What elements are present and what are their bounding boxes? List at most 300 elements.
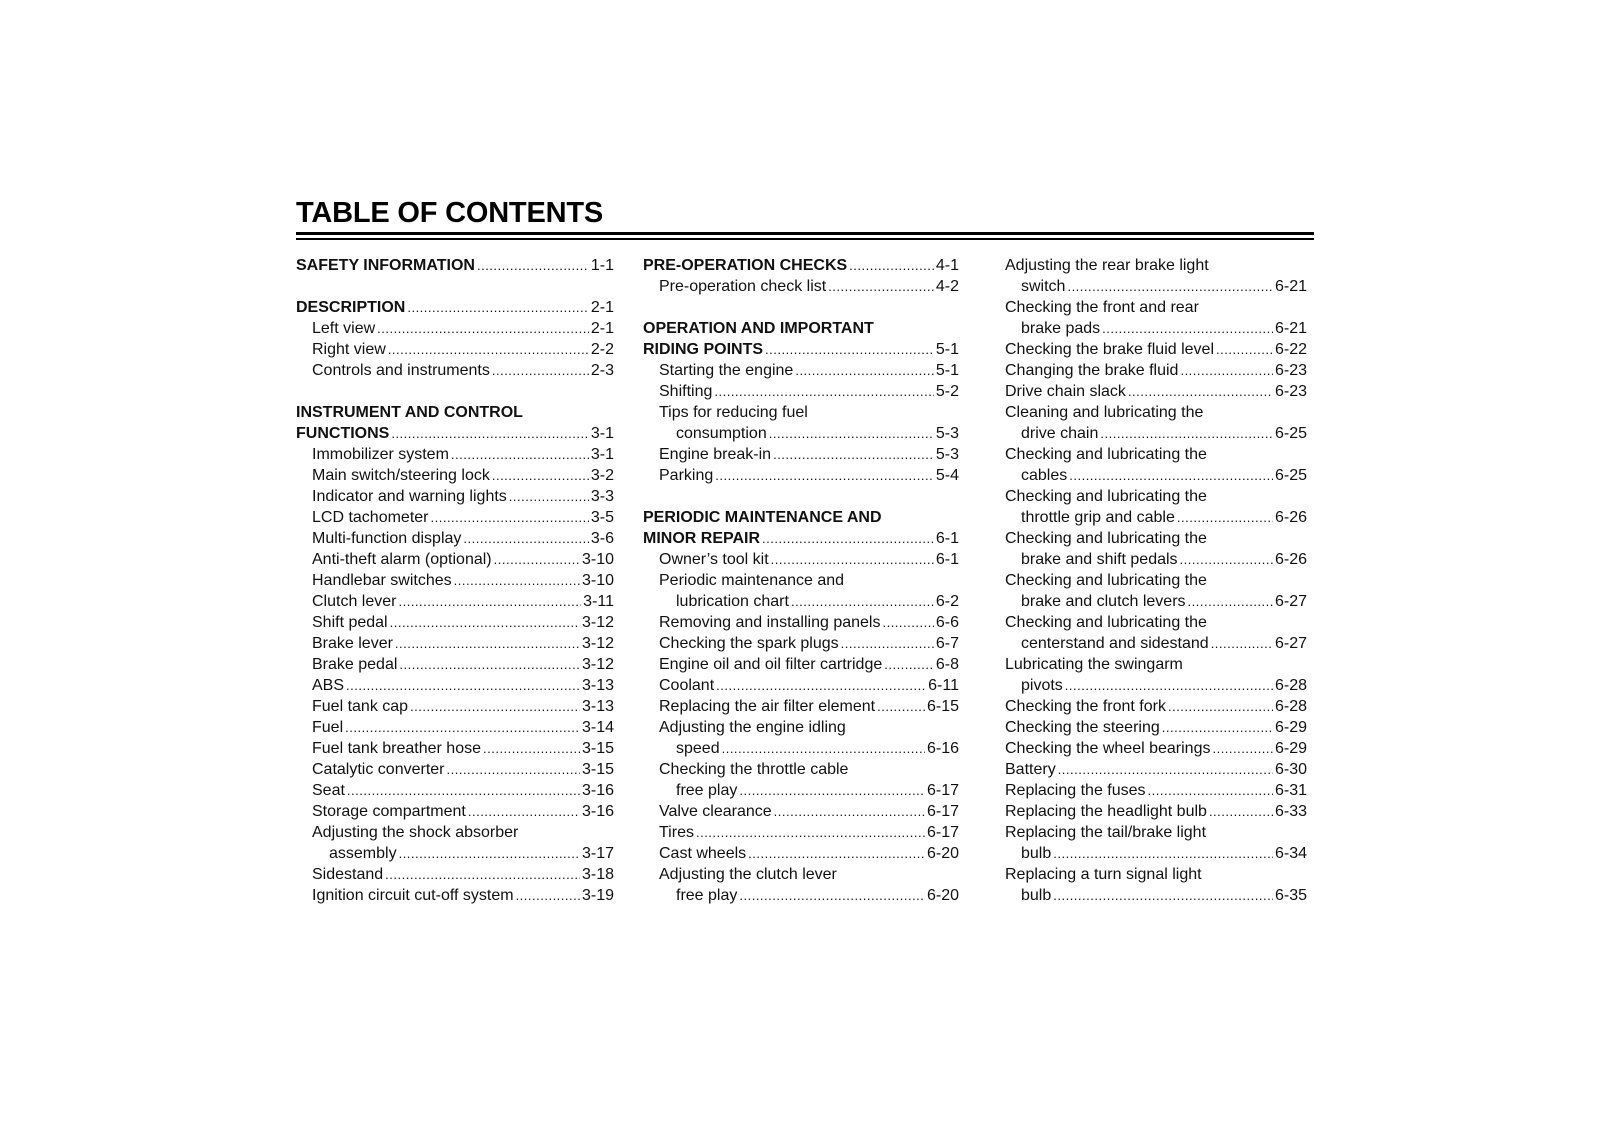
toc-entry-title: Catalytic converter [312,761,445,778]
toc-entry-title: Valve clearance [659,803,772,820]
toc-page-number: 5-4 [935,467,959,484]
toc-leader-dots [399,654,580,675]
toc-page-number: 3-11 [583,593,614,610]
toc-entry [296,696,614,717]
toc-entry-title: Replacing the air filter element [659,698,876,715]
toc-page-number: 6-1 [935,551,959,568]
toc-page-number: 6-25 [1274,467,1307,484]
toc-entry-title: Checking and lubricating the [1005,614,1207,631]
toc-entry [1005,885,1307,906]
toc-entry-title: Checking the spark plugs [659,635,839,652]
toc-entry [296,822,614,843]
toc-entry-title: FUNCTIONS [296,425,390,442]
toc-page-number: 6-31 [1274,782,1307,799]
toc-leader-dots [494,549,580,570]
toc-section-heading [296,423,614,444]
toc-leader-dots [1067,276,1273,297]
toc-entry-title: throttle grip and cable [1021,509,1175,526]
toc-entry-title: LCD tachometer [312,509,429,526]
toc-entry [1005,276,1307,297]
toc-leader-dots [377,318,589,339]
toc-entry [643,591,959,612]
toc-entry [643,843,959,864]
toc-page-number: 6-22 [1274,341,1307,358]
toc-entry [643,570,959,591]
toc-entry-title: OPERATION AND IMPORTANT [643,320,874,337]
toc-leader-dots [492,360,589,381]
toc-section-heading [643,507,959,528]
toc-spacer [643,297,959,318]
toc-spacer [643,486,959,507]
toc-entry [643,801,959,822]
toc-entry [643,738,959,759]
toc-entry-title: Checking and lubricating the [1005,488,1207,505]
toc-spacer [296,276,614,297]
toc-leader-dots [398,591,581,612]
toc-page-number: 6-7 [935,635,959,652]
toc-entry-title: Starting the engine [659,362,794,379]
toc-leader-dots [391,423,589,444]
toc-entry [1005,633,1307,654]
toc-page-number: 2-2 [590,341,614,358]
toc-page-number: 6-6 [935,614,959,631]
toc-entry-title: Cast wheels [659,845,747,862]
toc-entry [1005,654,1307,675]
toc-page-number: 6-20 [926,845,959,862]
toc-entry-title: bulb [1021,887,1052,904]
toc-entry-title: Adjusting the clutch lever [659,866,837,883]
toc-page-number: 6-11 [928,677,959,694]
toc-leader-dots [748,843,925,864]
toc-entry-title: Checking the throttle cable [659,761,849,778]
toc-leader-dots [385,864,580,885]
toc-page-number: 5-3 [935,446,959,463]
toc-leader-dots [1053,885,1273,906]
title-rule-thick [296,232,1314,235]
toc-page-number: 5-1 [935,362,959,379]
toc-leader-dots [516,885,580,906]
toc-leader-dots [388,339,589,360]
toc-leader-dots [1211,633,1273,654]
toc-entry [1005,381,1307,402]
toc-entry [643,402,959,423]
toc-entry [643,633,959,654]
toc-page-number: 6-26 [1274,551,1307,568]
toc-entry [296,612,614,633]
toc-entry-title: Engine break-in [659,446,772,463]
toc-page-number: 2-3 [590,362,614,379]
toc-column-2 [643,255,959,906]
toc-entry [643,654,959,675]
toc-page-number: 6-26 [1274,509,1307,526]
toc-entry [1005,423,1307,444]
toc-leader-dots [1102,318,1273,339]
toc-entry-title: free play [676,782,738,799]
toc-leader-dots [774,801,925,822]
toc-leader-dots [795,360,934,381]
toc-entry-title: Battery [1005,761,1056,778]
toc-entry [643,612,959,633]
toc-entry-title: Checking the front and rear [1005,299,1199,316]
toc-page-number: 6-16 [926,740,959,757]
toc-entry-title: Pre-operation check list [659,278,827,295]
toc-leader-dots [468,801,580,822]
toc-page-number: 6-27 [1274,593,1307,610]
toc-page-number: 6-29 [1274,740,1307,757]
toc-entry-title: Brake pedal [312,656,398,673]
toc-entry-title: Owner’s tool kit [659,551,769,568]
toc-page-number: 3-12 [581,635,614,652]
toc-entry [643,717,959,738]
toc-entry-title: Replacing the tail/brake light [1005,824,1207,841]
toc-entry [1005,549,1307,570]
toc-entry-title: Replacing the headlight bulb [1005,803,1207,820]
toc-entry [1005,360,1307,381]
toc-section-heading [643,318,959,339]
toc-page-number: 3-12 [581,614,614,631]
toc-page-number: 3-10 [581,551,614,568]
toc-entry [296,444,614,465]
toc-page-number: 3-16 [581,803,614,820]
toc-entry [1005,570,1307,591]
toc-leader-dots [407,297,589,318]
toc-page-number: 4-2 [935,278,959,295]
toc-entry-title: Indicator and warning lights [312,488,507,505]
toc-entry-title: Checking and lubricating the [1005,572,1207,589]
toc-entry-title: Adjusting the rear brake light [1005,257,1209,274]
toc-page-number: 1-1 [590,257,614,274]
toc-entry [643,885,959,906]
toc-page-number: 3-12 [581,656,614,673]
toc-entry [643,423,959,444]
toc-entry-title: RIDING POINTS [643,341,764,358]
toc-entry [296,318,614,339]
toc-entry [296,738,614,759]
toc-leader-dots [1162,717,1273,738]
toc-section-heading [296,255,614,276]
toc-page-number: 3-1 [590,425,614,442]
toc-page-number: 6-17 [926,824,959,841]
toc-leader-dots [1065,675,1273,696]
toc-leader-dots [841,633,934,654]
toc-entry [296,885,614,906]
toc-entry [1005,339,1307,360]
toc-entry-title: Engine oil and oil filter cartridge [659,656,883,673]
toc-entry [643,549,959,570]
toc-page-number: 6-15 [926,698,959,715]
toc-leader-dots [1180,549,1273,570]
title-rule-thin [296,238,1314,240]
toc-page-number: 6-30 [1274,761,1307,778]
toc-page-number: 6-33 [1274,803,1307,820]
toc-leader-dots [1212,738,1273,759]
toc-entry-title: Seat [312,782,345,799]
toc-leader-dots [1148,780,1273,801]
toc-entry [1005,738,1307,759]
toc-entry-title: bulb [1021,845,1052,862]
toc-page-number: 3-16 [581,782,614,799]
toc-entry-title: free play [676,887,738,904]
toc-entry [296,549,614,570]
toc-leader-dots [769,423,934,444]
toc-entry [1005,822,1307,843]
toc-entry-title: brake pads [1021,320,1101,337]
toc-entry-title: cables [1021,467,1068,484]
toc-page-number: 6-23 [1274,362,1307,379]
toc-entry-title: Checking and lubricating the [1005,446,1207,463]
toc-leader-dots [882,612,933,633]
toc-leader-dots [1058,759,1273,780]
toc-entry [296,759,614,780]
toc-entry [296,780,614,801]
toc-entry-title: Fuel tank cap [312,698,409,715]
toc-entry-title: Shift pedal [312,614,388,631]
toc-leader-dots [762,528,934,549]
toc-entry [1005,675,1307,696]
toc-entry [1005,591,1307,612]
toc-entry-title: pivots [1021,677,1063,694]
toc-entry-title: brake and shift pedals [1021,551,1178,568]
toc-page-number: 6-17 [926,782,959,799]
toc-page-number: 6-27 [1274,635,1307,652]
toc-leader-dots [1100,423,1273,444]
toc-entry-title: Adjusting the shock absorber [312,824,519,841]
toc-entry-title: Drive chain slack [1005,383,1126,400]
toc-page-number: 2-1 [590,320,614,337]
toc-entry-title: SAFETY INFORMATION [296,257,475,274]
toc-entry-title: assembly [329,845,397,862]
toc-entry-title: Checking and lubricating the [1005,530,1207,547]
toc-page-number: 3-5 [590,509,614,526]
toc-page-number: 6-21 [1274,278,1307,295]
toc-entry-title: Sidestand [312,866,384,883]
toc-entry-title: Storage compartment [312,803,466,820]
toc-page-number: 6-21 [1274,320,1307,337]
toc-page-number: 6-1 [935,530,959,547]
toc-entry-title: consumption [676,425,767,442]
toc-entry [296,528,614,549]
toc-entry [1005,864,1307,885]
toc-leader-dots [696,822,925,843]
toc-page-number: 5-1 [935,341,959,358]
toc-page-number: 6-29 [1274,719,1307,736]
toc-leader-dots [1128,381,1273,402]
toc-leader-dots [715,465,934,486]
toc-page-number: 5-3 [935,425,959,442]
toc-entry-title: switch [1021,278,1066,295]
toc-section-heading [643,255,959,276]
toc-entry [296,864,614,885]
toc-entry-title: MINOR REPAIR [643,530,761,547]
toc-entry-title: Ignition circuit cut-off system [312,887,514,904]
toc-leader-dots [390,612,580,633]
toc-entry [1005,486,1307,507]
toc-section-heading [296,402,614,423]
toc-leader-dots [447,759,580,780]
toc-entry-title: Checking the steering [1005,719,1160,736]
toc-section-heading [643,528,959,549]
toc-entry-title: Main switch/steering lock [312,467,490,484]
toc-entry-title: speed [676,740,720,757]
toc-leader-dots [1168,696,1273,717]
toc-entry [643,381,959,402]
toc-entry [643,780,959,801]
toc-leader-dots [454,570,580,591]
toc-leader-dots [1209,801,1273,822]
toc-entry-title: Clutch lever [312,593,397,610]
toc-leader-dots [791,591,934,612]
toc-page-number: 4-1 [935,257,959,274]
toc-leader-dots [1180,360,1273,381]
toc-leader-dots [773,444,934,465]
toc-entry-title: Periodic maintenance and [659,572,845,589]
toc-column-3 [1005,255,1307,906]
toc-entry [1005,843,1307,864]
toc-leader-dots [431,507,589,528]
toc-page-number: 6-28 [1274,677,1307,694]
toc-page-number: 6-35 [1274,887,1307,904]
page-title: TABLE OF CONTENTS [296,197,603,229]
toc-section-heading [296,297,614,318]
toc-entry [1005,612,1307,633]
toc-entry-title: Checking the brake fluid level [1005,341,1215,358]
toc-page-number: 3-13 [581,677,614,694]
toc-entry-title: Shifting [659,383,713,400]
toc-leader-dots [716,675,926,696]
toc-leader-dots [1177,507,1273,528]
toc-page-number: 3-13 [581,698,614,715]
toc-leader-dots [345,717,580,738]
toc-leader-dots [451,444,589,465]
toc-leader-dots [1053,843,1273,864]
toc-entry-title: Replacing the fuses [1005,782,1146,799]
toc-page-number: 6-34 [1274,845,1307,862]
toc-entry [1005,297,1307,318]
toc-entry [643,864,959,885]
toc-page-number: 3-10 [581,572,614,589]
toc-leader-dots [765,339,934,360]
toc-entry [296,633,614,654]
toc-entry-title: INSTRUMENT AND CONTROL [296,404,523,421]
toc-entry [1005,402,1307,423]
toc-column-1 [296,255,614,906]
toc-entry-title: Fuel tank breather hose [312,740,481,757]
toc-entry [296,654,614,675]
toc-leader-dots [1216,339,1273,360]
toc-entry-title: PERIODIC MAINTENANCE AND [643,509,882,526]
toc-leader-dots [395,633,580,654]
toc-entry [643,822,959,843]
toc-leader-dots [410,696,580,717]
toc-entry-title: Tips for reducing fuel [659,404,808,421]
toc-entry-title: Removing and installing panels [659,614,881,631]
toc-section-heading [643,339,959,360]
toc-entry-title: drive chain [1021,425,1099,442]
toc-page-number: 2-1 [590,299,614,316]
toc-entry [296,717,614,738]
toc-entry-title: Cleaning and lubricating the [1005,404,1204,421]
toc-entry-title: centerstand and sidestand [1021,635,1209,652]
toc-entry-title: Left view [312,320,376,337]
toc-leader-dots [722,738,925,759]
toc-entry-title: Coolant [659,677,715,694]
toc-entry-title: Parking [659,467,714,484]
toc-entry [296,843,614,864]
toc-leader-dots [483,738,580,759]
toc-page-number: 3-1 [590,446,614,463]
toc-page-number: 6-25 [1274,425,1307,442]
toc-entry [296,360,614,381]
toc-entry-title: Multi-function display [312,530,462,547]
toc-entry [1005,780,1307,801]
toc-page-number: 3-6 [590,530,614,547]
toc-entry [643,360,959,381]
toc-leader-dots [849,255,934,276]
toc-entry [296,465,614,486]
toc-leader-dots [884,654,934,675]
toc-leader-dots [346,675,580,696]
toc-leader-dots [828,276,934,297]
toc-entry-title: Replacing a turn signal light [1005,866,1202,883]
toc-entry-title: Checking the wheel bearings [1005,740,1211,757]
toc-entry-title: Immobilizer system [312,446,449,463]
toc-page-number: 3-19 [581,887,614,904]
toc-entry [296,801,614,822]
toc-leader-dots [771,549,934,570]
toc-entry [296,507,614,528]
toc-page-number: 3-15 [581,740,614,757]
toc-entry-title: Adjusting the engine idling [659,719,846,736]
toc-page-number: 3-17 [581,845,614,862]
toc-page-number: 3-14 [581,719,614,736]
toc-entry-title: brake and clutch levers [1021,593,1186,610]
toc-leader-dots [714,381,934,402]
toc-entry [296,675,614,696]
toc-spacer [296,381,614,402]
toc-entry [643,675,959,696]
toc-leader-dots [347,780,580,801]
toc-entry-title: Tires [659,824,694,841]
toc-entry [1005,801,1307,822]
toc-entry [643,465,959,486]
toc-leader-dots [739,780,925,801]
toc-entry [1005,318,1307,339]
toc-leader-dots [492,465,589,486]
toc-page-number: 3-3 [590,488,614,505]
toc-entry [1005,528,1307,549]
toc-entry-title: Handlebar switches [312,572,452,589]
toc-entry-title: Right view [312,341,386,358]
toc-entry-title: Anti-theft alarm (optional) [312,551,492,568]
toc-entry-title: lubrication chart [676,593,789,610]
toc-page-number: 3-15 [581,761,614,778]
toc-leader-dots [1188,591,1273,612]
toc-entry-title: Controls and instruments [312,362,490,379]
toc-entry [1005,717,1307,738]
toc-entry [1005,255,1307,276]
toc-entry [643,444,959,465]
toc-leader-dots [399,843,580,864]
toc-entry [643,696,959,717]
toc-entry-title: PRE-OPERATION CHECKS [643,257,848,274]
toc-entry [1005,444,1307,465]
toc-entry [296,591,614,612]
toc-leader-dots [739,885,925,906]
toc-leader-dots [1069,465,1273,486]
toc-entry-title: Fuel [312,719,344,736]
toc-entry [643,759,959,780]
toc-leader-dots [877,696,925,717]
